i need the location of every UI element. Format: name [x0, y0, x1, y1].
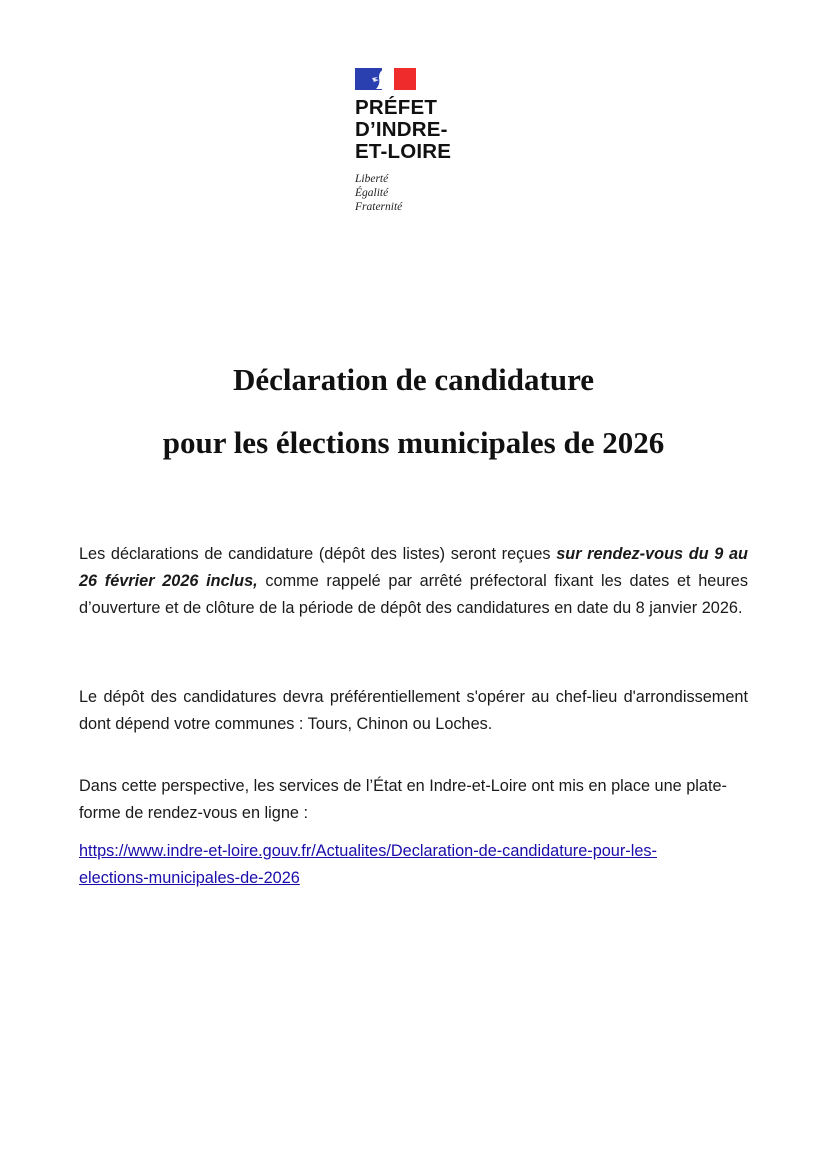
- motto-line: Fraternité: [355, 201, 403, 213]
- paragraph-text: comme rappelé par arrêté préfectoral fixant les dates et heures d’ouverture et de clôture de la période de dépôt des candidatures en date du 8 janvier 2026.: [79, 572, 748, 617]
- document-title-line-2: pour les élections municipales de 2026: [162, 425, 665, 460]
- republic-motto: [355, 172, 485, 214]
- paragraph-online-platform: Dans cette perspective, les services de l’État en Indre-et-Loire ont mis en place une plate-forme de rendez-vous en ligne :: [79, 777, 727, 822]
- prefecture-name: [355, 97, 485, 163]
- document-title-line-1: Déclaration de candidature: [232, 362, 595, 397]
- prefecture-name-line: PRÉFET: [355, 96, 438, 119]
- paragraph-submission-dates: [79, 541, 748, 622]
- marianne-flag-icon: [355, 68, 416, 90]
- prefecture-name-line: ET-LOIRE: [355, 140, 452, 163]
- link-line: elections-municipales-de-2026: [79, 869, 300, 887]
- emphasized-dates: sur rendez-vous du 9 au 26 février 2026 inclus,: [79, 545, 748, 590]
- paragraph-text: Les déclarations de candidature (dépôt des listes) seront reçues: [79, 545, 557, 563]
- paragraph-submission-location: Le dépôt des candidatures devra préférentiellement s'opérer au chef-lieu d'arrondissement dont dépend votre communes : Tours, Chinon ou Loches.: [79, 688, 748, 733]
- motto-line: Égalité: [355, 187, 389, 199]
- motto-line: Liberté: [355, 173, 389, 185]
- prefecture-logo: [355, 68, 485, 214]
- link-line: https://www.indre-et-loire.gouv.fr/Actualites/Declaration-de-candidature-pour-les-: [79, 842, 657, 860]
- prefecture-name-line: D’INDRE-: [355, 118, 448, 141]
- appointment-link[interactable]: [79, 838, 748, 892]
